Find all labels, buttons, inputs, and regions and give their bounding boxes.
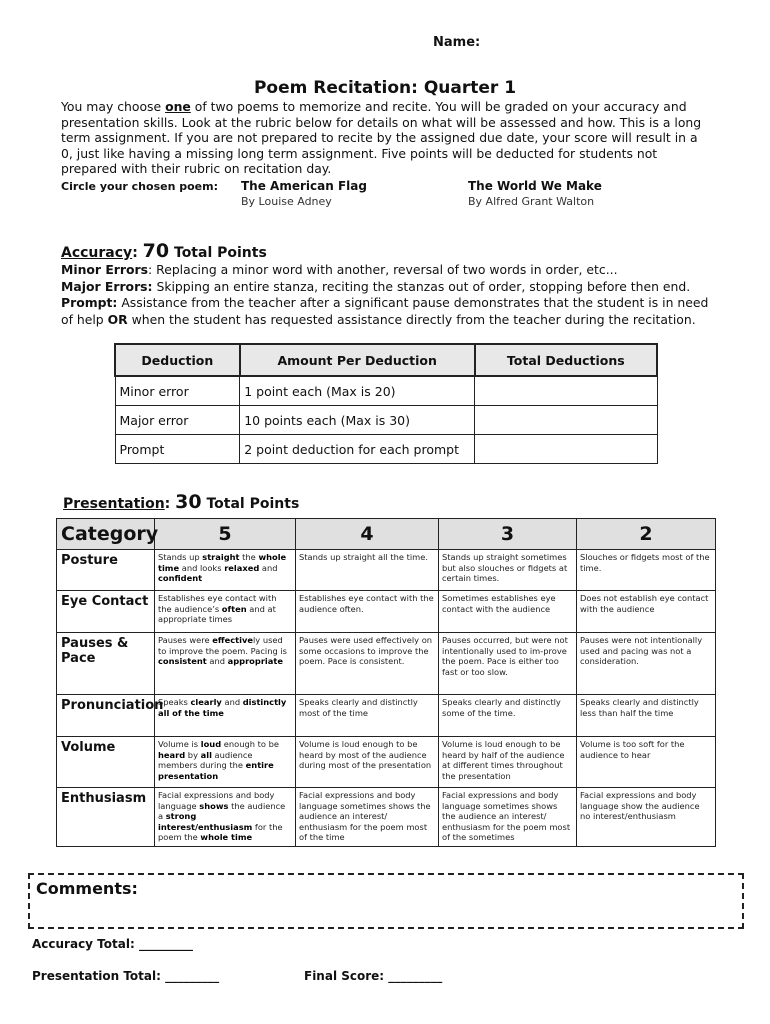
accuracy-colon: :: [132, 245, 138, 261]
prompt-text-2: when the student has requested assistance directly from the teacher during the recitation.: [127, 311, 696, 327]
comments-label: Comments:: [36, 879, 138, 898]
rubric-text-segment: straight: [202, 552, 240, 562]
rubric-text-segment: and: [221, 697, 243, 707]
minor-error-definition: [61, 262, 721, 279]
rubric-text-segment: and: [206, 656, 228, 667]
rubric-cell-score-5: [155, 633, 296, 695]
presentation-points-suffix: Total Points: [206, 496, 300, 512]
deduction-type: Minor error: [115, 376, 240, 406]
poem-title: The World We Make: [468, 179, 602, 193]
deduction-total-cell: [475, 406, 657, 435]
final-score-line: Final Score: _________: [304, 969, 443, 983]
rubric-text-segment: for the poem the: [158, 821, 283, 843]
accuracy-heading: [61, 240, 267, 262]
rubric-text-segment: and at appropriate times: [158, 603, 276, 625]
accuracy-points: 70: [142, 240, 170, 262]
comments-box[interactable]: [28, 873, 744, 929]
presentation-colon: :: [164, 496, 171, 512]
rubric-category: Eye Contact: [57, 591, 155, 633]
rubric-text-segment: Speaks: [158, 697, 191, 707]
rubric-cell-score-4: Stands up straight all the time.: [296, 550, 439, 591]
rubric-category: Posture: [57, 550, 155, 591]
rubric-category: Pauses & Pace: [57, 633, 155, 695]
deduction-total-cell: [475, 435, 657, 464]
rubric-cell-score-3: Sometimes establishes eye contact with the audience: [439, 591, 577, 633]
deduction-type: Prompt: [115, 435, 240, 464]
error-definitions: [61, 262, 721, 328]
rubric-text-segment: Pauses were: [158, 635, 213, 645]
name-label: Name:: [433, 35, 481, 50]
deduction-total-cell: [475, 376, 657, 406]
rubric-text-segment: the audience a: [158, 800, 286, 822]
rubric-text-segment: Stands up: [158, 552, 203, 562]
rubric-cell-score-3: Facial expressions and body language sometimes shows the audience an interest/ enthusiasm for the poem most of the sometimes: [439, 788, 577, 847]
accuracy-points-suffix: Total Points: [174, 245, 267, 261]
rubric-text-segment: clearly: [190, 697, 222, 707]
rubric-cell-score-2: Facial expressions and body language show the audience no interest/enthusiasm: [577, 788, 716, 847]
deduction-amount: 1 point each (Max is 20): [240, 376, 475, 406]
prompt-label: Prompt:: [61, 295, 118, 310]
poem-option-2: [468, 179, 602, 208]
major-error-label: Major Errors:: [61, 278, 153, 294]
poem-author: By Alfred Grant Walton: [468, 195, 595, 208]
minor-error-text: : Replacing a minor word with another, reversal of two words in order, etc...: [148, 262, 618, 277]
rubric-cell-score-5: [155, 550, 296, 591]
rubric-text-segment: entire presentation: [158, 760, 274, 781]
amount-header: Amount Per Deduction: [240, 344, 475, 376]
rubric-cell-score-4: Establishes eye contact with the audience often.: [296, 591, 439, 633]
rubric-category: Enthusiasm: [57, 788, 155, 847]
deduction-amount: 10 points each (Max is 30): [240, 406, 475, 435]
rubric-text-segment: audience members during the: [158, 749, 253, 771]
rubric-cell-score-3: Stands up straight sometimes but also slouches or fidgets at certain times.: [439, 550, 577, 591]
accuracy-total-line: Accuracy Total: _________: [32, 937, 193, 951]
presentation-total-line: Presentation Total: _________: [32, 969, 220, 983]
table-row: [57, 591, 716, 633]
table-row: [115, 376, 657, 406]
rubric-text-segment: whole time: [200, 832, 253, 843]
presentation-heading: [63, 491, 299, 513]
rubric-cell-score-5: [155, 591, 296, 633]
table-row: [57, 550, 716, 591]
total-deductions-header: Total Deductions: [475, 344, 657, 376]
rubric-text-segment: by: [185, 749, 201, 760]
rubric-text-segment: effective: [212, 635, 253, 645]
rubric-category: Volume: [57, 737, 155, 788]
deduction-amount: 2 point deduction for each prompt: [240, 435, 475, 464]
rubric-cell-score-3: Speaks clearly and distinctly some of the time.: [439, 695, 577, 737]
rubric-cell-score-2: Does not establish eye contact with the audience: [577, 591, 716, 633]
rubric-cell-score-4: Speaks clearly and distinctly most of the time: [296, 695, 439, 737]
table-row: [115, 435, 657, 464]
rubric-body: [57, 550, 716, 847]
deduction-header: Deduction: [115, 344, 240, 376]
rubric-text-segment: confident: [158, 573, 203, 584]
rubric-text-segment: Facial expressions and body language: [158, 790, 275, 811]
score-5-header: 5: [155, 519, 296, 550]
table-row: [115, 406, 657, 435]
rubric-cell-score-4: Facial expressions and body language sometimes shows the audience an interest/ enthusiasm for the poem most of the time: [296, 788, 439, 847]
rubric-text-segment: heard: [158, 749, 186, 760]
page-title: Poem Recitation: Quarter 1: [253, 78, 517, 98]
rubric-text-segment: distinctly all of the time: [158, 697, 287, 718]
poem-author: By Louise Adney: [241, 195, 332, 208]
rubric-cell-score-4: Pauses were used effectively on some occasions to improve the poem. Pace is consistent.: [296, 633, 439, 695]
deduction-type: Major error: [115, 406, 240, 435]
intro-text-after: of two poems to memorize and recite. You will be graded on your accuracy and presentation skills. Look at the rubric below for details on what will be assessed and how. This is a long term assignment. If you are not prepared to recite by the assigned due date, your score will result in a 0, just like having a missing long term assignment. Five points will be deducted for students not prepared with their rubric on recitation day.: [61, 99, 702, 177]
poem-choice-label: Circle your chosen poem:: [61, 180, 218, 193]
intro-emphasis: one: [165, 99, 191, 114]
rubric-cell-score-2: Slouches or fidgets most of the time.: [577, 550, 716, 591]
rubric-text-segment: ly used to improve the poem. Pacing is: [158, 635, 288, 656]
intro-paragraph: [61, 99, 711, 177]
table-row: [57, 633, 716, 695]
poem-option-1: [241, 179, 367, 208]
rubric-text-segment: enough to be: [221, 739, 279, 749]
presentation-points: 30: [175, 491, 202, 513]
rubric-cell-score-2: Speaks clearly and distinctly less than half the time: [577, 695, 716, 737]
table-row: [57, 737, 716, 788]
rubric-text-segment: relaxed: [224, 562, 260, 573]
rubric-text-segment: consistent: [158, 656, 207, 667]
prompt-or: OR: [107, 311, 128, 327]
major-error-text: Skipping an entire stanza, reciting the stanzas out of order, stopping before then end.: [152, 278, 691, 294]
rubric-cell-score-5: [155, 695, 296, 737]
table-row: [57, 695, 716, 737]
rubric-text-segment: and: [259, 562, 278, 573]
rubric-text-segment: Volume is: [158, 739, 201, 749]
rubric-cell-score-5: [155, 788, 296, 847]
rubric-text-segment: often: [221, 603, 247, 614]
rubric-text-segment: appropriate: [227, 656, 283, 667]
rubric-text-segment: and looks: [179, 562, 225, 573]
score-4-header: 4: [296, 519, 439, 550]
rubric-category: Pronunciation: [57, 695, 155, 737]
rubric-text-segment: loud: [200, 739, 222, 749]
score-2-header: 2: [577, 519, 716, 550]
minor-error-label: Minor Errors: [61, 262, 149, 277]
rubric-table: [56, 518, 716, 847]
rubric-text-segment: Establishes eye contact with the audience’s: [158, 593, 277, 614]
score-3-header: 3: [439, 519, 577, 550]
rubric-cell-score-4: Volume is loud enough to be heard by most of the audience during most of the presentation: [296, 737, 439, 788]
deduction-table: [114, 343, 658, 464]
category-header: Category: [57, 519, 155, 550]
poem-title: The American Flag: [241, 179, 367, 193]
rubric-cell-score-5: [155, 737, 296, 788]
rubric-text-segment: shows: [199, 800, 229, 811]
rubric-text-segment: strong interest/enthusiasm: [158, 811, 253, 832]
table-row: [57, 788, 716, 847]
deduction-header-row: [115, 344, 657, 376]
rubric-header-row: [57, 519, 716, 550]
prompt-text-1: Assistance from the teacher after a significant pause demonstrates that the student is in need of help: [61, 295, 709, 327]
accuracy-label: Accuracy: [61, 245, 133, 261]
rubric-text-segment: all: [200, 749, 212, 760]
prompt-definition: [61, 295, 721, 328]
presentation-label: Presentation: [63, 496, 165, 512]
rubric-cell-score-3: Pauses occurred, but were not intentionally used to im-prove the poem. Pace is either too fast or too slow.: [439, 633, 577, 695]
rubric-cell-score-2: Pauses were not intentionally used and pacing was not a consideration.: [577, 633, 716, 695]
rubric-cell-score-3: Volume is loud enough to be heard by half of the audience at different times throughout the presentation: [439, 737, 577, 788]
rubric-text-segment: whole time: [158, 552, 287, 573]
intro-text-before: You may choose: [61, 99, 166, 114]
rubric-text-segment: the: [239, 552, 259, 562]
rubric-cell-score-2: Volume is too soft for the audience to hear: [577, 737, 716, 788]
major-error-definition: [61, 279, 721, 296]
